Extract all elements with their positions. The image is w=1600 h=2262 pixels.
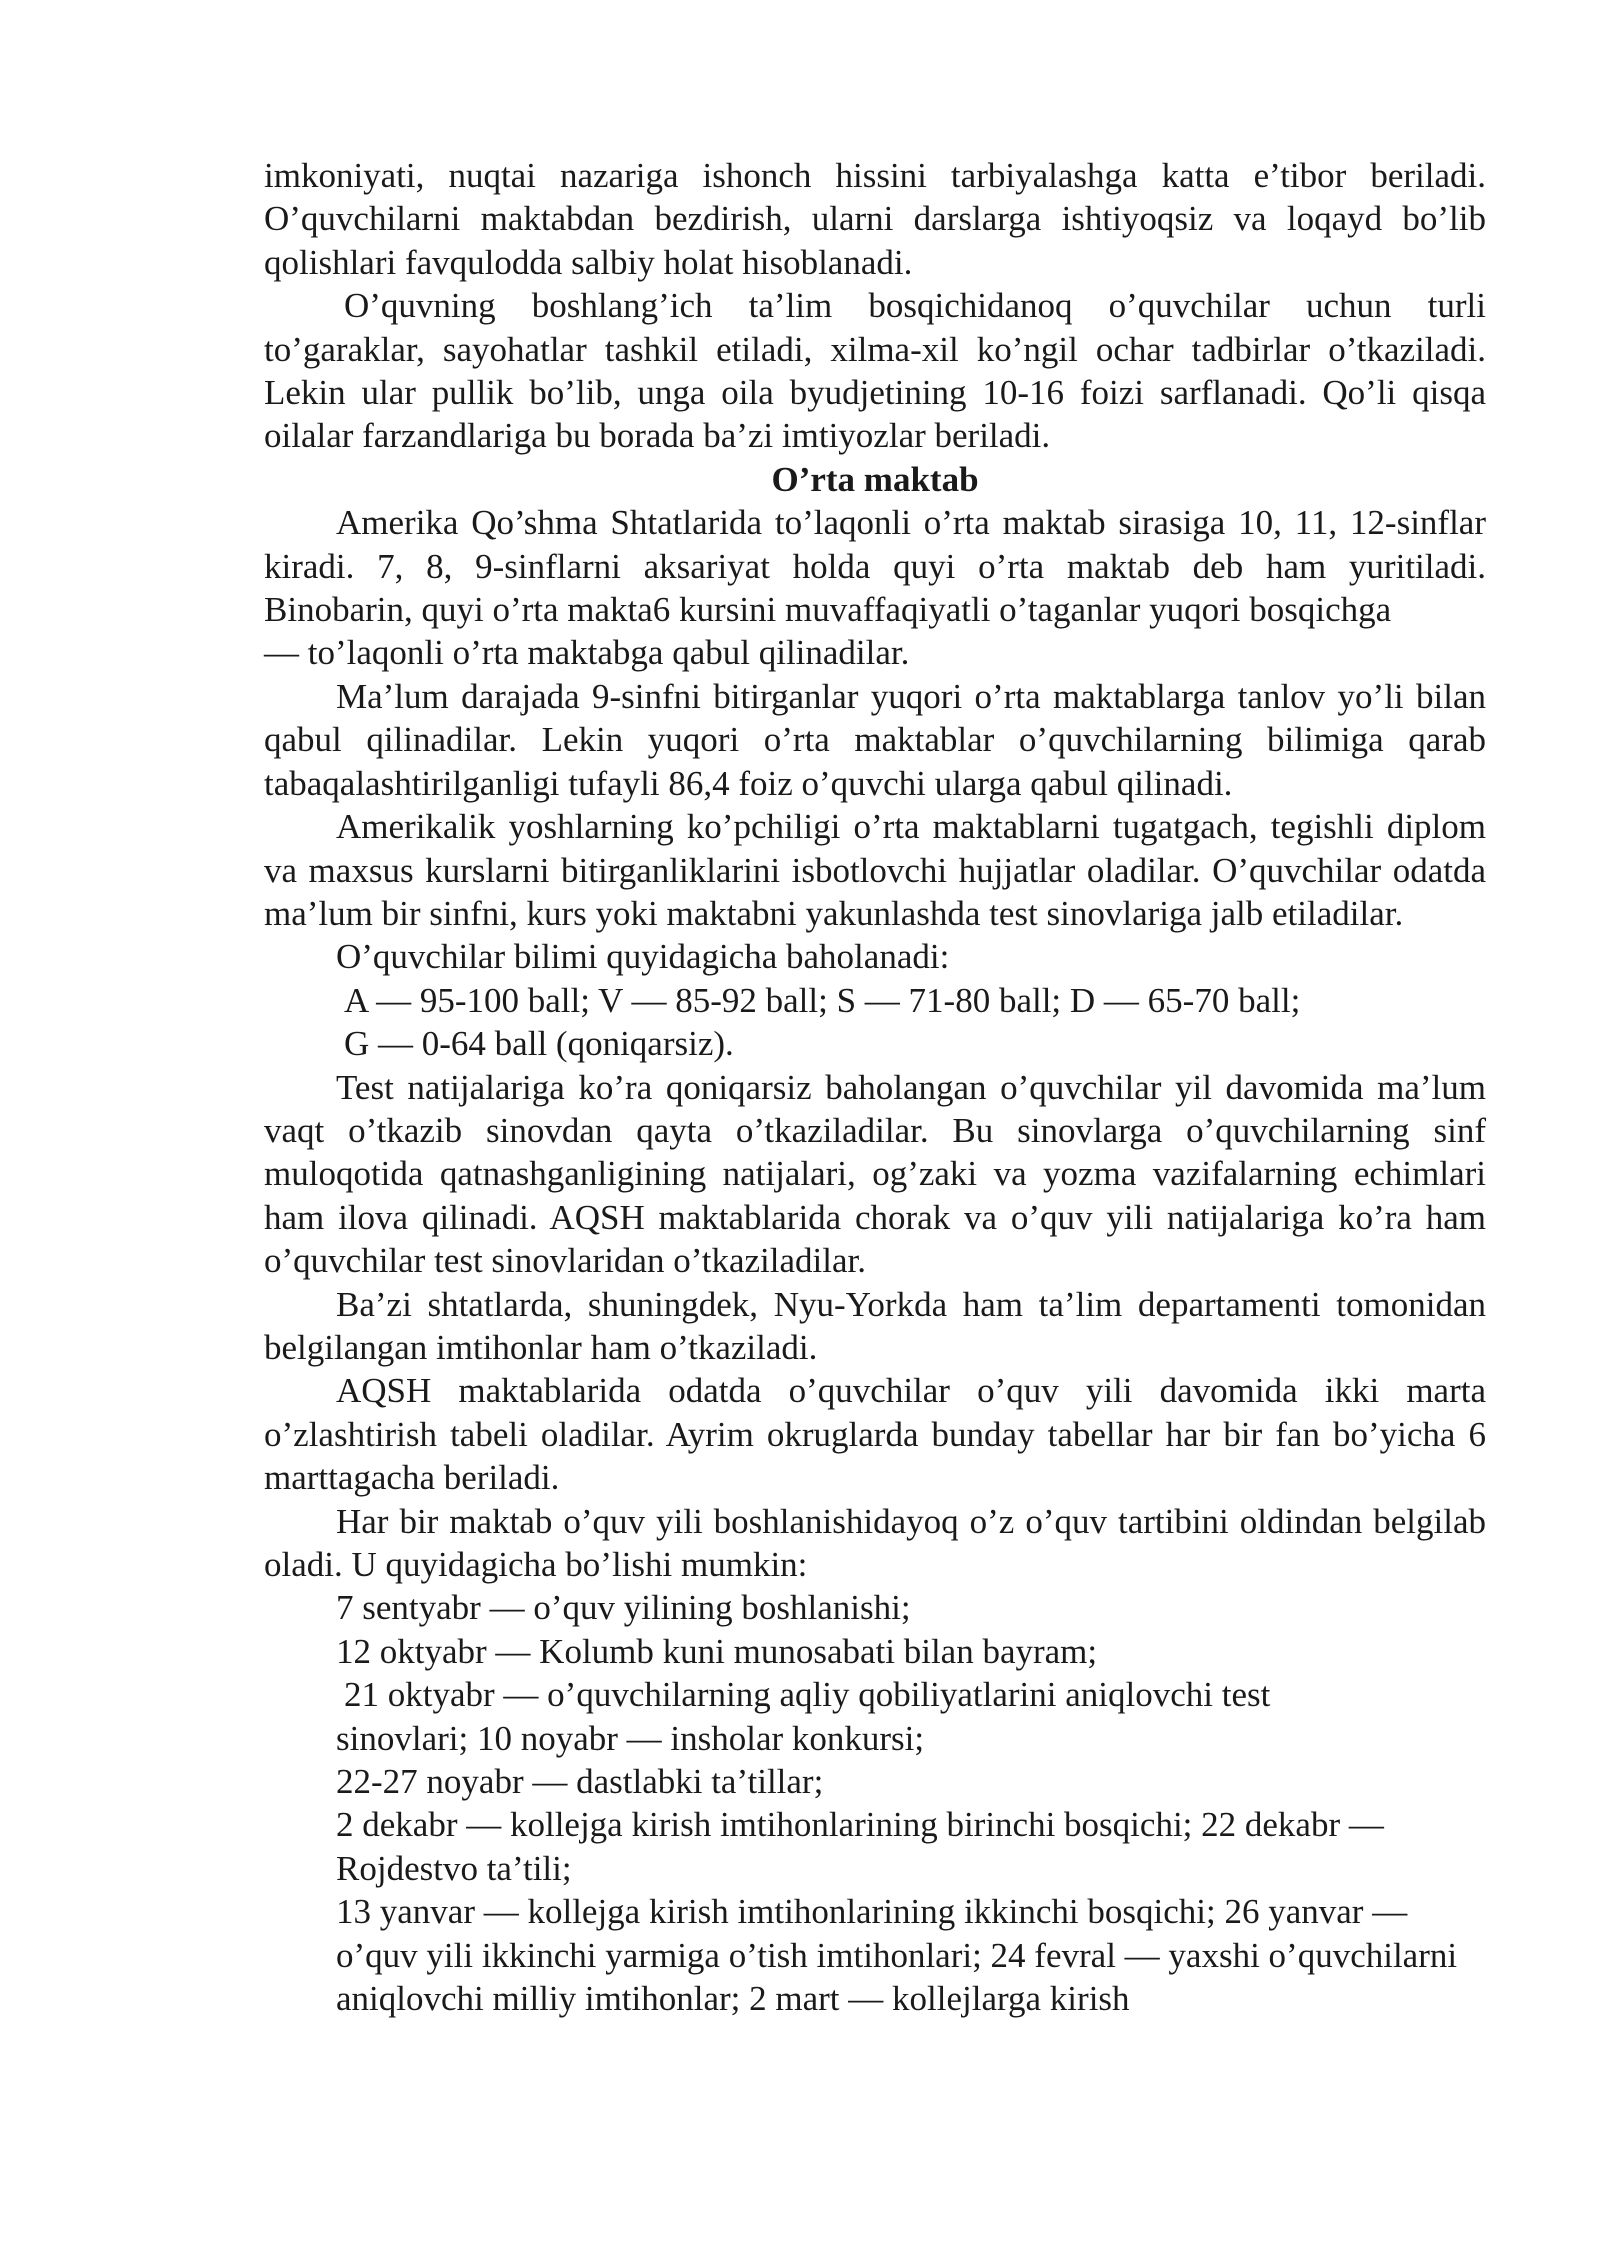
paragraph: imkoniyati, nuqtai nazariga ishonch hissini tarbiyalashga katta e’tibor beriladi. O’quvchilarni maktabdan bezdirish, ularni darslarga ishtiyoqsiz va loqayd bo’lib qolishlari favqulodda salbiy holat hisoblanadi. [264,156,1486,282]
paragraph: Har bir maktab o’quv yili boshlanishidayoq o’z o’quv tartibini oldindan belgilab oladi. U quyidagicha bo’lishi mumkin: [264,1501,1486,1584]
paragraph: O’quvning boshlang’ich ta’lim bosqichidanoq o’quvchilar uchun turli to’garaklar, sayohatlar tashkil etiladi, xilma-xil ko’ngil ochar tadbirlar o’tkaziladi. Lekin ular pullik bo’lib, unga oila byudjetining 10-16 foizi sarflanadi. Qo’li qisqa oilalar farzandlariga bu borada ba’zi imtiyozlar beriladi. [264,286,1486,456]
grades-line: A — 95-100 ball; V — 85-92 ball; S — 71-80 ball; D — 65-70 ball; [344,980,1301,1020]
schedule-item: 22-27 noyabr — dastlabki ta’tillar; [336,1762,824,1802]
paragraph-continuation: — to’laqonli o’rta maktabga qabul qilinadilar. [264,633,910,673]
document-body [264,154,1486,2020]
paragraph: Test natijalariga ko’ra qoniqarsiz baholangan o’quvchilar yil davomida ma’lum vaqt o’tkazib sinovdan qayta o’tkaziladilar. Bu sinovlarga o’quvchilarning sinf muloqotida qatnashganligining natijalari, og’zaki va yozma vazifalarning echimlari ham ilova qilinadi. AQSH maktablarida chorak va o’quv yili natijalariga ko’ra ham o’quvchilar test sinovlaridan o’tkaziladilar. [264,1067,1486,1281]
paragraph: Ma’lum darajada 9-sinfni bitirganlar yuqori o’rta maktablarga tanlov yo’li bilan qabul qilinadilar. Lekin yuqori o’rta maktablar o’quvchilarning bilimiga qarab tabaqalashtirilganligi tufayli 86,4 foiz o’quvchi ularga qabul qilinadi. [264,676,1486,803]
schedule-item: sinovlari; 10 noyabr — insholar konkursi; [336,1718,925,1758]
paragraph: Ba’zi shtatlarda, shuningdek, Nyu-Yorkda ham ta’lim departamenti tomonidan belgilangan imtihonlar ham o’tkaziladi. [264,1284,1486,1367]
schedule-item: 13 yanvar — kollejga kirish imtihonlarining ikkinchi bosqichi; 26 yanvar — o’quv yili ikkinchi yarmiga o’tish imtihonlari; 24 fevral — yaxshi o’quvchilarni aniqlovchi milliy imtihonlar; 2 mart — kollejlarga kirish [336,1892,1458,2019]
grades-line: G — 0-64 ball (qoniqarsiz). [344,1024,734,1064]
paragraph: Amerikalik yoshlarning ko’pchiligi o’rta maktablarni tugatgach, tegishli diplom va maxsus kurslarni bitirganliklarini isbotlovchi hujjatlar oladilar. O’quvchilar odatda ma’lum bir sinfni, kurs yoki maktabni yakunlashda test sinovlariga jalb etiladilar. [264,807,1486,933]
schedule-item: 2 dekabr — kollejga kirish imtihonlarining birinchi bosqichi; 22 dekabr — Rojdestvo ta’tili; [336,1805,1384,1888]
schedule-item: 21 oktyabr — o’quvchilarning aqliy qobiliyatlarini aniqlovchi test [344,1675,1271,1715]
schedule-item: 7 sentyabr — o’quv yilining boshlanishi; [336,1588,911,1628]
paragraph: Amerika Qo’shma Shtatlarida to’laqonli o’rta maktab sirasiga 10, 11, 12-sinflar kiradi. 7, 8, 9-sinflarni aksariyat holda quyi o’rta maktab deb ham yuritiladi. Binobarin, quyi o’rta makta6 kursini muvaffaqiyatli o’taganlar yuqori bosqichga [264,503,1486,630]
schedule-item: 12 oktyabr — Kolumb kuni munosabati bilan bayram; [336,1631,1098,1671]
section-heading: O’rta maktab [771,459,979,499]
paragraph: AQSH maktablarida odatda o’quvchilar o’quv yili davomida ikki marta o’zlashtirish tabeli oladilar. Ayrim okruglarda bunday tabellar har bir fan bo’yicha 6 marttagacha beriladi. [264,1371,1486,1498]
paragraph: O’quvchilar bilimi quyidagicha baholanadi: [336,937,950,977]
